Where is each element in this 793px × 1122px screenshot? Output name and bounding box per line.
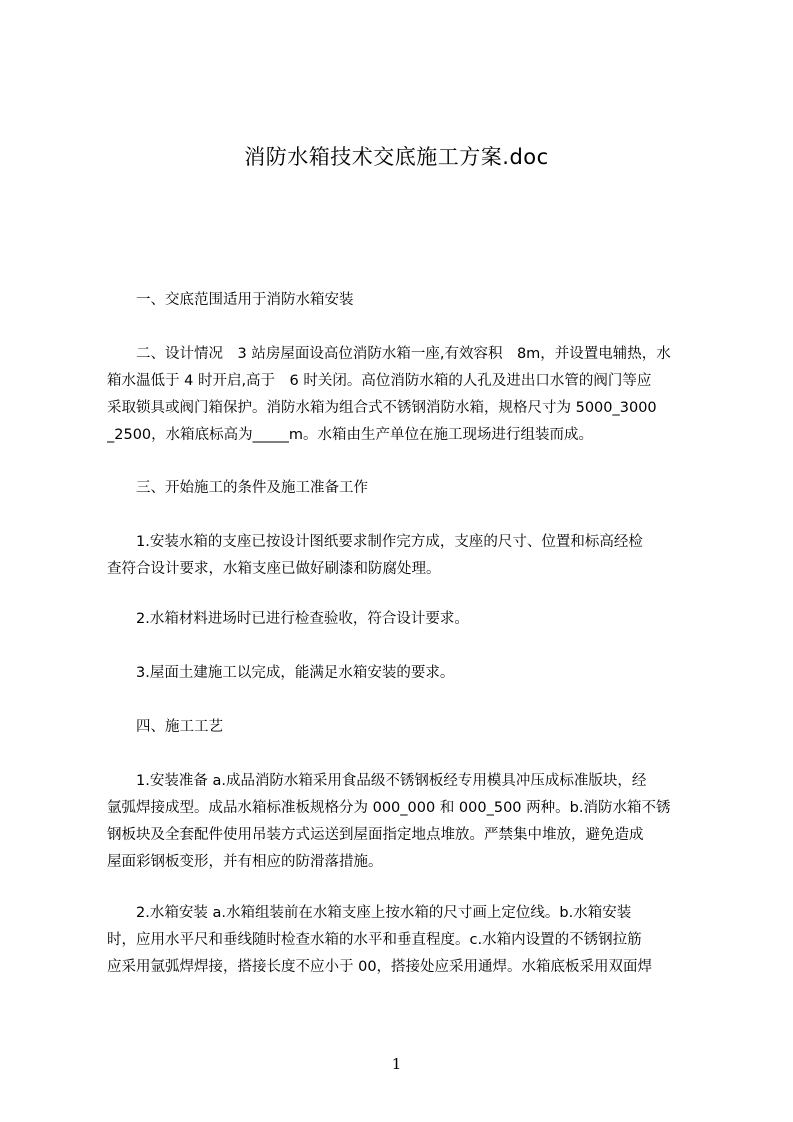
- paragraph-process-1: [107, 768, 699, 876]
- paragraph-design-info: [107, 341, 699, 449]
- text-line: 应采用氩弧焊焊接，搭接长度不应小于 00，搭接处应采用通焊。水箱底板采用双面焊: [107, 959, 653, 975]
- text-line: 一、交底范围适用于消防水箱安装: [107, 292, 354, 308]
- text-line: 钢板块及全套配件使用吊装方式运送到屋面指定地点堆放。严禁集中堆放，避免造成: [107, 827, 644, 843]
- section-heading-scope: [107, 287, 699, 314]
- text-line: 四、施工工艺: [107, 719, 223, 735]
- text-line: 时，应用水平尺和垂线随时检查水箱的水平和垂直程度。c.水箱内设置的不锈钢拉筋: [107, 932, 642, 948]
- paragraph-condition-1: [107, 529, 699, 583]
- text-line: 2.水箱材料进场时已进行检查验收，符合设计要求。: [107, 611, 469, 627]
- paragraph-condition-2: [107, 606, 699, 633]
- text-line: 屋面彩钢板变形，并有相应的防滑落措施。: [107, 854, 383, 870]
- text-line: 1.安装准备 a.成品消防水箱采用食品级不锈钢板经专用模具冲压成标准版块，经: [107, 773, 647, 789]
- text-line: 氩弧焊接成型。成品水箱标准板规格分为 000_000 和 000_500 两种。b.消防水箱不锈: [107, 800, 671, 816]
- text-line: _2500，水箱底标高为_____m。水箱由生产单位在施工现场进行组装而成。: [107, 427, 594, 443]
- section-heading-process: [107, 714, 699, 741]
- text-line: 2.水箱安装 a.水箱组装前在水箱支座上按水箱的尺寸画上定位线。b.水箱安装: [107, 905, 632, 921]
- text-line: 查符合设计要求，水箱支座已做好刷漆和防腐处理。: [107, 561, 441, 577]
- page-number: 1: [391, 1055, 402, 1073]
- section-heading-conditions: [107, 475, 699, 502]
- paragraph-process-2: [107, 900, 699, 981]
- text-line: 箱水温低于 4 时开启,高于 6 时关闭。高位消防水箱的人孔及进出口水管的阀门等应: [107, 373, 652, 389]
- text-line: 二、设计情况 3 站房屋面设高位消防水箱一座,有效容积 8m，并设置电辅热，水: [107, 346, 671, 362]
- document-title: 消防水箱技术交底施工方案.doc: [244, 145, 549, 169]
- paragraph-condition-3: [107, 660, 699, 687]
- text-line: 采取锁具或阀门箱保护。消防水箱为组合式不锈钢消防水箱，规格尺寸为 5000_3000: [107, 400, 657, 416]
- text-line: 1.安装水箱的支座已按设计图纸要求制作完方成，支座的尺寸、位置和标高经检: [107, 534, 643, 550]
- text-line: 三、开始施工的条件及施工准备工作: [107, 480, 368, 496]
- text-line: 3.屋面土建施工以完成，能满足水箱安装的要求。: [107, 665, 455, 681]
